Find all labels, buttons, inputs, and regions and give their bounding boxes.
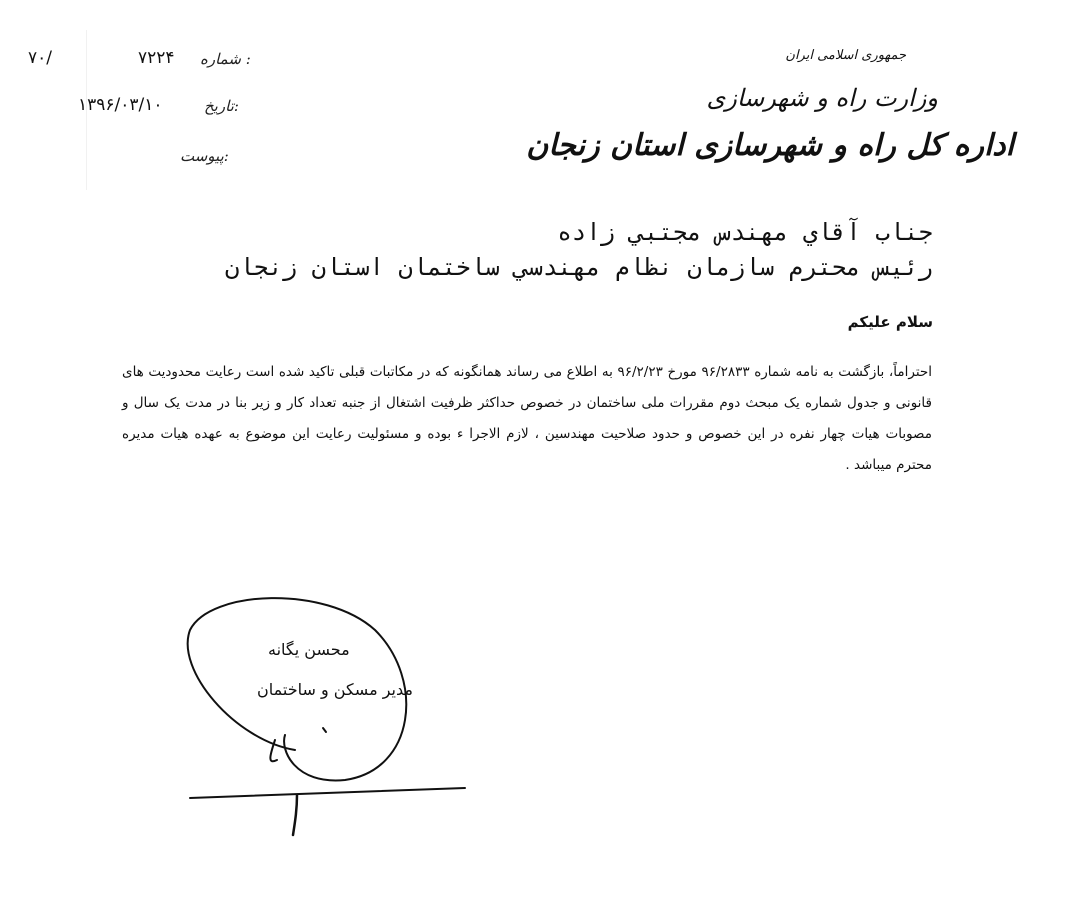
signatory-title: مدیر مسکن و ساختمان <box>257 680 413 699</box>
letterhead-ministry: وزارت راه و شهرسازی <box>706 84 938 112</box>
signature-scribble <box>175 590 475 850</box>
letter-attachment-label: پیوست: <box>180 147 229 165</box>
addressee-title: رئيس محترم سازمان نظام مهندسي ساختمان استان زنجان <box>224 253 933 281</box>
letter-date-label: تاریخ: <box>204 97 239 115</box>
letter-number-suffix: ۷۰/ <box>28 48 52 68</box>
letterhead-department: اداره کل راه و شهرسازی استان زنجان <box>526 128 1014 163</box>
letter-body: احتراماً، بازگشت به نامه شماره ۹۶/۲۸۳۳ مورخ ۹۶/۲/۲۳ به اطلاع می رساند همانگونه که در مکاتبات قبلی تاکید شده است رعایت محدودیت های قانونی و جدول شماره یک مبحث دوم مقررات ملی ساختمان در خصوص حداکثر ظرفیت اشتغال از جنبه تعداد کار و زیر بنا در مدت یک سال و مصوبات هیات چهار نفره در این خصوص و حدود صلاحیت مهندسین ، لازم الاجرا ء بوده و مسئولیت رعایت این موضوع به عهده هیات مدیره محترم میباشد . <box>122 364 932 473</box>
letter-number-row <box>28 48 251 74</box>
signatory-name: محسن یگانه <box>268 640 350 659</box>
letter-date-row <box>78 95 238 121</box>
greeting: سلام علیکم <box>847 313 933 331</box>
letter-date-value: ۱۳۹۶/۰۳/۱۰ <box>78 95 163 115</box>
letterhead-country: جمهوری اسلامی ایران <box>785 48 906 63</box>
addressee-name: جناب آقاي مهندس مجتبي زاده <box>557 218 933 246</box>
letter-number-label: شماره : <box>200 50 251 68</box>
letter-attachment-row <box>170 145 240 171</box>
letter-number-value: ۷۲۲۴ <box>138 48 175 68</box>
